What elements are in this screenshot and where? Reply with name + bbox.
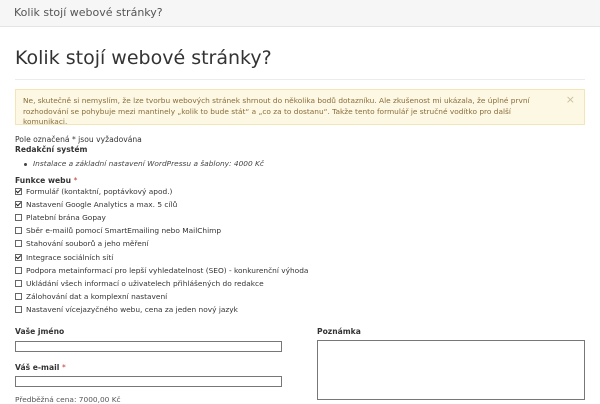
email-input[interactable] [15, 376, 282, 387]
info-alert [15, 89, 585, 125]
required-fields-note: Pole označená * jsou vyžadována [15, 135, 142, 144]
price-estimate: Předběžná cena: 7000,00 Kč [15, 395, 121, 404]
editorial-system-item [24, 159, 264, 168]
note-textarea[interactable] [317, 340, 585, 400]
required-asterisk: * [61, 363, 66, 372]
editorial-system-label: Redakční systém [15, 145, 88, 154]
navbar-brand-link[interactable]: Kolik stojí webové stránky? [14, 6, 163, 19]
feature-checkbox[interactable] [15, 214, 22, 221]
feature-option-label: Platební brána Gopay [26, 213, 106, 223]
features-label [15, 176, 77, 185]
feature-option-label: Podpora metainformací pro lepší vyhledatelnost (SEO) - konkurenční výhoda [26, 265, 309, 275]
feature-option-label: Ukládání všech informací o uživatelech přihlášených do redakce [26, 278, 264, 288]
alert-text: Ne, skutečně si nemyslím, že lze tvorbu webových stránek shrnout do několika bodů dotazníku. Ale zkušenost mi ukázala, že úplné první rozhodování se pohybuje mezi mantinely „kolik to bude stát“ a „co za to dostanu“. Takže tento formulář je stručné vodítko pro další komunikaci. [23, 96, 530, 126]
feature-option[interactable] [15, 186, 172, 198]
feature-option[interactable] [15, 238, 149, 250]
feature-option[interactable] [15, 291, 167, 303]
feature-checkbox[interactable] [15, 188, 22, 195]
feature-checkbox[interactable] [15, 293, 22, 300]
feature-option-label: Formulář (kontaktní, poptávkový apod.) [26, 187, 173, 196]
feature-option-label: Zálohování dat a komplexní nastavení [26, 291, 168, 301]
feature-option-label: Stahování souborů a jeho měření [26, 239, 149, 249]
navbar [0, 0, 600, 27]
feature-option[interactable] [15, 199, 177, 211]
editorial-system-item-text: Instalace a základní nastavení WordPressu a šablony: 4000 Kč [33, 159, 264, 168]
page-title: Kolik stojí webové stránky? [15, 47, 272, 69]
email-label-text: Váš e-mail [15, 363, 60, 372]
feature-option[interactable] [15, 304, 238, 316]
feature-checkbox[interactable] [15, 254, 22, 261]
feature-option-label: Nastavení vícejazyčného webu, cena za jeden nový jazyk [26, 304, 238, 314]
feature-option-label: Nastavení Google Analytics a max. 5 cílů [26, 200, 178, 210]
feature-checkbox[interactable] [15, 240, 22, 247]
feature-option[interactable] [15, 265, 308, 277]
feature-checkbox[interactable] [15, 201, 22, 208]
close-icon[interactable]: × [565, 93, 575, 106]
name-input[interactable] [15, 341, 282, 352]
features-label-text: Funkce webu [15, 176, 71, 185]
bullet-icon [24, 163, 27, 166]
feature-option[interactable] [15, 252, 113, 264]
divider [15, 79, 585, 80]
note-label: Poznámka [317, 327, 361, 336]
feature-checkbox[interactable] [15, 306, 22, 313]
feature-option[interactable] [15, 225, 221, 237]
feature-option[interactable] [15, 278, 264, 290]
feature-option-label: Sběr e-mailů pomocí SmartEmailing nebo MailChimp [26, 226, 222, 236]
feature-option[interactable] [15, 212, 106, 224]
feature-checkbox[interactable] [15, 227, 22, 234]
feature-checkbox[interactable] [15, 280, 22, 287]
required-asterisk: * [73, 176, 78, 185]
email-label [15, 363, 66, 372]
feature-checkbox[interactable] [15, 267, 22, 274]
feature-option-label: Integrace sociálních sítí [26, 252, 114, 262]
name-label: Vaše jméno [15, 327, 65, 336]
